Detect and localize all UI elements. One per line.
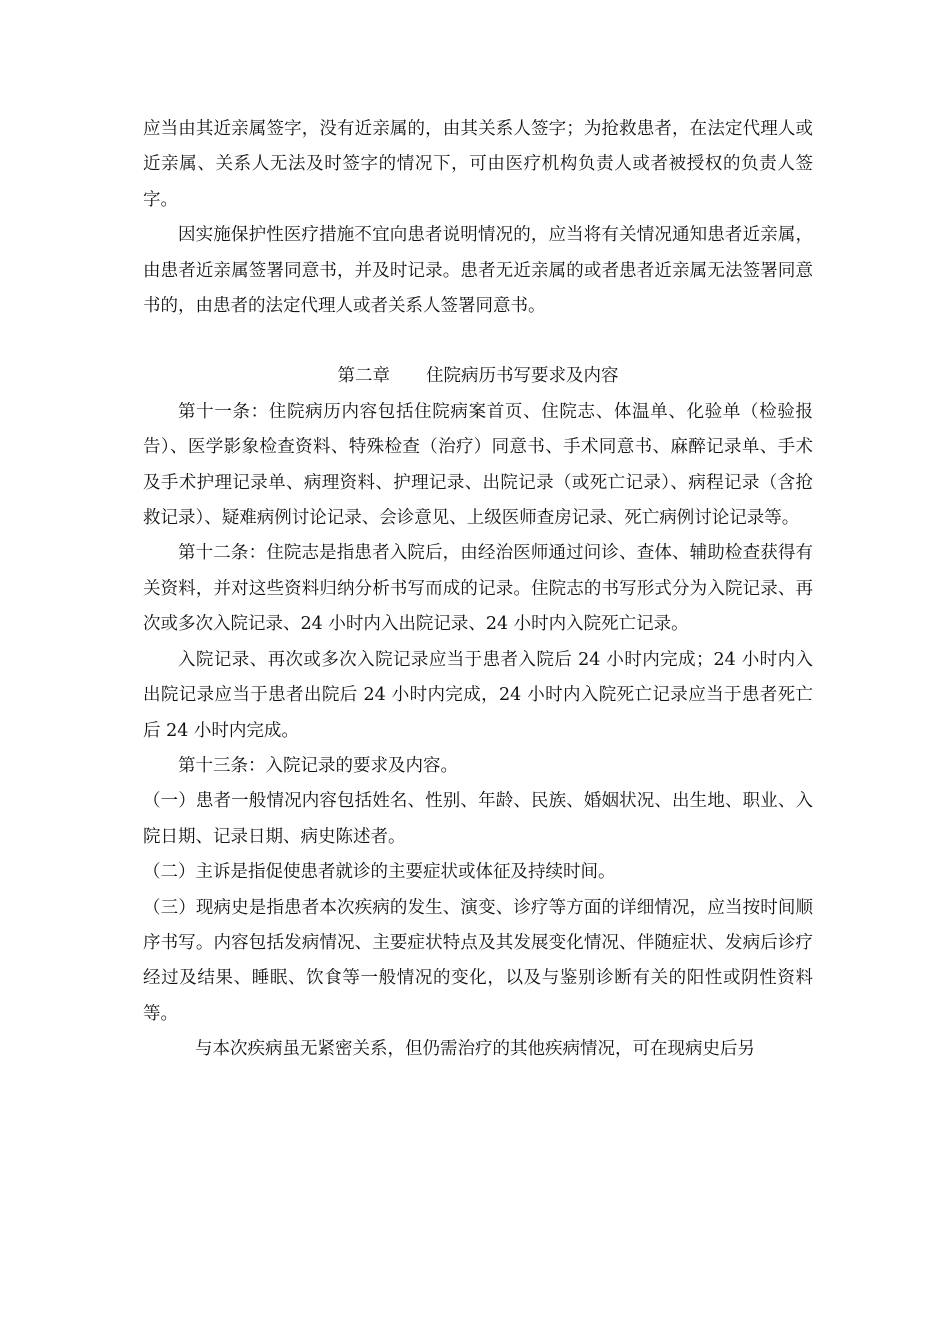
- paragraph-other-diseases: 与本次疾病虽无紧密关系，但仍需治疗的其他疾病情况，可在现病史后另: [195, 1039, 755, 1060]
- chapter-number: 第二章: [337, 366, 390, 387]
- paragraph-time-limits: 入院记录、再次或多次入院记录应当于患者入院后 24 小时内完成；24 小时内入出院记录应当于患者出院后 24 小时内完成，24 小时内入院死亡记录应当于患者死亡后 24 小时内完成。: [143, 649, 813, 741]
- document-body: [143, 112, 813, 1068]
- article-12: 第十二条：住院志是指患者入院后，由经治医师通过问诊、查体、辅助检查获得有关资料，并对这些资料归纳分析书写而成的记录。住院志的书写形式分为入院记录、再次或多次入院记录、24 小时内入出院记录、24 小时内入院死亡记录。: [143, 543, 813, 635]
- article-13: 第十三条：入院记录的要求及内容。: [178, 755, 458, 776]
- chapter-heading: [143, 359, 813, 394]
- paragraph-signature-rules: 应当由其近亲属签字，没有近亲属的，由其关系人签字；为抢救患者，在法定代理人或近亲属、关系人无法及时签字的情况下，可由医疗机构负责人或者被授权的负责人签字。: [143, 119, 813, 210]
- item-3-present-illness: （三）现病史是指患者本次疾病的发生、演变、诊疗等方面的详细情况，应当按时间顺序书写。内容包括发病情况、主要症状特点及其发展变化情况、伴随症状、发病后诊疗经过及结果、睡眠、饮食等一般情况的变化，以及与鉴别诊断有关的阳性或阴性资料等。: [143, 897, 813, 1024]
- article-11: 第十一条：住院病历内容包括住院病案首页、住院志、体温单、化验单（检验报告）、医学影象检查资料、特殊检查（治疗）同意书、手术同意书、麻醉记录单、手术及手术护理记录单、病理资料、护理记录、出院记录（或死亡记录）、病程记录（含抢救记录）、疑难病例讨论记录、会诊意见、上级医师查房记录、死亡病例讨论记录等。: [143, 401, 813, 529]
- paragraph-protective-measures: 因实施保护性医疗措施不宜向患者说明情况的，应当将有关情况通知患者近亲属，由患者近亲属签署同意书，并及时记录。患者无近亲属的或者患者近亲属无法签署同意书的，由患者的法定代理人或者关系人签署同意书。: [143, 225, 813, 317]
- item-1-general-info: （一）患者一般情况内容包括姓名、性别、年龄、民族、婚姻状况、出生地、职业、入院日期、记录日期、病史陈述者。: [143, 791, 813, 847]
- item-2-chief-complaint: （二）主诉是指促使患者就诊的主要症状或体征及持续时间。: [143, 862, 616, 883]
- chapter-title: 住院病历书写要求及内容: [426, 366, 619, 387]
